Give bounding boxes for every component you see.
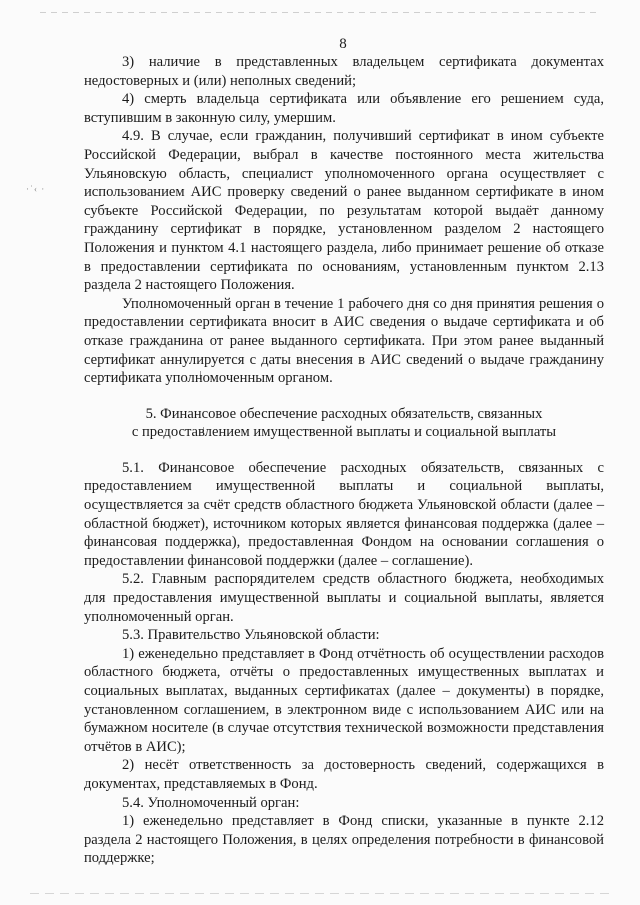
paragraph-5-3-item-2: 2) несёт ответственность за достоверность сведений, содержащихся в документах, представляемых в Фонд. (84, 757, 604, 792)
section-heading-line-1: 5. Финансовое обеспечение расходных обязательств, связанных (145, 405, 543, 422)
section-heading-line-2: с предоставлением имущественной выплаты и социальной выплаты (131, 424, 557, 441)
paragraph-item-3: 3) наличие в представленных владельцем сертификата документах недостоверных и (или) неполных сведений; (84, 54, 604, 89)
margin-scan-mark: ·˙‹ · (26, 184, 46, 194)
spacer (84, 388, 604, 405)
paragraph-5-3: 5.3. Правительство Ульяновской области: (122, 627, 380, 644)
paragraph-5-4: 5.4. Уполномоченный орган: (122, 794, 300, 811)
paragraph-5-2: 5.2. Главным распорядителем средств областного бюджета, необходимых для предоставления имущественной выплаты и социальной выплаты, является уполномоченный орган. (84, 571, 604, 625)
scan-artifact-bottom-line (30, 893, 610, 894)
paragraph-5-4-item-1: 1) еженедельно представляет в Фонд списки, указанные в пункте 2.12 раздела 2 настоящего Положения, в целях определения потребности в финансовой поддержке; (84, 813, 604, 867)
paragraph-item-4: 4) смерть владельца сертификата или объявление его решением суда, вступившим в законную силу, умершим. (84, 91, 604, 126)
spacer (84, 442, 604, 459)
scan-artifact-top-line (40, 12, 600, 13)
paragraph-authorized-body: Уполномоченный орган в течение 1 рабочего дня со дня принятия решения о предоставлении сертификата вносит в АИС сведения о выдаче сертификата и об отказе гражданина от ранее выданного сертификата. При этом ранее выданный сертификат аннулируется с даты внесения в АИС сведений о выдаче гражданину сертификата уполномоченным органом. (84, 295, 604, 387)
paragraph-5-1: 5.1. Финансовое обеспечение расходных обязательств, связанных с предоставлением имущественной выплаты и социальной выплаты, осуществляется за счёт средств областного бюджета Ульяновской области (далее – областной бюджет), источником которых является финансовая поддержка (далее – финансовая поддержка), предоставленная Фондом на основании соглашения о предоставлении финансовой поддержки (далее – соглашение). (84, 459, 604, 569)
page-number: 8 (339, 36, 347, 52)
paragraph-4-9: 4.9. В случае, если гражданин, получивший сертификат в ином субъекте Российской Федерации, выбрал в качестве постоянного места жительства Ульяновскую область, специалист уполномоченного органа осуществляет с использованием АИС проверку сведений о ранее выданном сертификате в ином субъекте Российской Федерации, по результатам которой выдаёт данному гражданину сертификат в порядке, установленном разделом 2 настоящего Положения и пунктом 4.1 настоящего раздела, либо принимает решение об отказе в предоставлении сертификата по основаниям, установленным пунктом 2.13 раздела 2 настоящего Положения. (84, 128, 604, 294)
paragraph-5-3-item-1: 1) еженедельно представляет в Фонд отчётность об осуществлении расходов областного бюджета, отчёты о предоставленных имущественных выплатах и социальных выплатах, выданных сертификатах (далее – документы) в порядке, установленном соглашением, в электронном виде с использованием АИС или на бумажном носителе (в случае отсутствия технической возможности представления отчётов в АИС); (84, 645, 604, 755)
document-body (84, 53, 604, 868)
